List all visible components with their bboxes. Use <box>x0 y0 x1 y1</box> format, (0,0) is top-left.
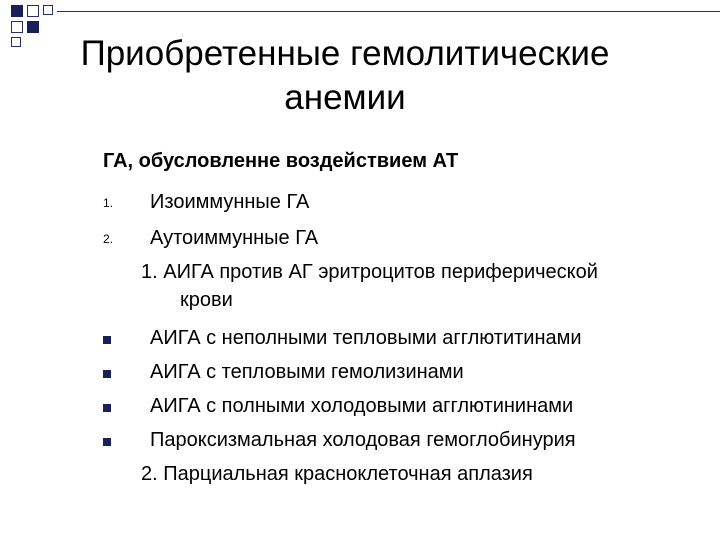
sub-item-continuation: крови <box>180 289 233 311</box>
bullet-text: АИГА с неполными тепловыми агглютитинами <box>150 327 582 349</box>
corner-square-outline <box>11 37 21 47</box>
bullet-square-icon <box>103 438 111 446</box>
bullet-square-icon <box>103 336 111 344</box>
sub-item: 2. Парциальная красноклеточная аплазия <box>141 463 533 485</box>
corner-square-dark <box>11 5 23 17</box>
item-number: 2. <box>103 232 114 246</box>
corner-square-dark <box>27 21 39 33</box>
item-text: Изоиммунные ГА <box>150 191 310 213</box>
section-heading: ГА, обусловленне воздействием АТ <box>103 150 459 172</box>
corner-square-outline <box>11 21 23 33</box>
top-divider-line <box>57 11 720 12</box>
slide-title: Приобретенные гемолитические анемии <box>80 34 610 117</box>
bullet-text: АИГА с полными холодовыми агглютининами <box>150 395 574 417</box>
bullet-text: АИГА с тепловыми гемолизинами <box>150 361 464 383</box>
corner-square-outline <box>27 5 39 17</box>
bullet-square-icon <box>103 404 111 412</box>
bullet-text: Пароксизмальная холодовая гемоглобинурия <box>150 429 576 451</box>
corner-square-outline <box>43 5 53 15</box>
item-number: 1. <box>103 196 114 210</box>
item-text: Аутоиммунные ГА <box>150 227 319 249</box>
bullet-square-icon <box>103 370 111 378</box>
sub-item: 1. АИГА против АГ эритроцитов периферической <box>141 261 598 283</box>
